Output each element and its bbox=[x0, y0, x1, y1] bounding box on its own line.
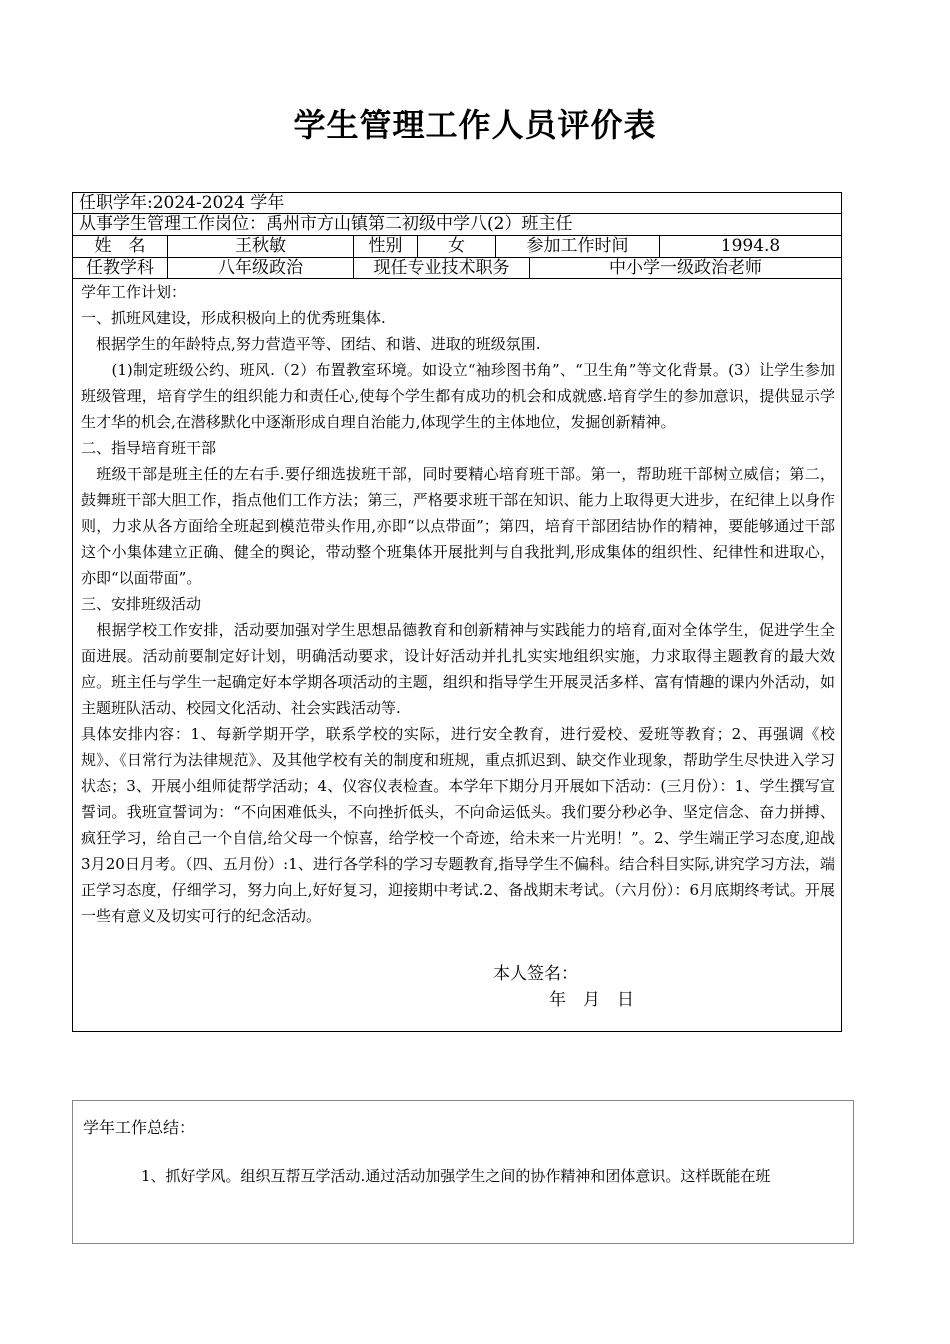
work-time-value: 1994.8 bbox=[659, 236, 841, 257]
year-line: 任职学年:2024-2024 学年 bbox=[79, 193, 285, 213]
signature-block bbox=[493, 961, 634, 1013]
plan-paragraph: 具体安排内容：1、每新学期开学，联系学校的实际，进行安全教育，进行爱校、爱班等教育；2、再强调《校规》、《日常行为法律规范》、及其他学校有关的制度和班规，重点抓迟到、缺交作业现象，帮助学生尽快进入学习状态；3、开展小组师徒帮学活动；4、仪容仪表检查。本学年下期分月开展如下活动：(三月份）：1、学生撰写宣誓词。我班宣誓词为：“不向困难低头，不向挫折低头，不向命运低头。我们要分秒必争、坚定信念、奋力拼搏、疯狂学习，给自己一个自信,给父母一个惊喜，给学校一个奇迹，给未来一片光明！”。2、学生端正学习态度,迎战3月20日月考。（四、五月份）:1、进行各学科的学习专题教育,指导学生不偏科。结合科目实际,讲究学习方法，端正学习态度，仔细学习，努力向上,好好复习，迎接期中考试.2、备战期末考试。（六月份）：6月底期终考试。开展一些有意义及切实可行的纪念活动。 bbox=[81, 725, 835, 925]
signature-label: 本人签名： bbox=[493, 964, 578, 984]
post-line: 从事学生管理工作岗位：禹州市方山镇第二初级中学八(2）班主任 bbox=[79, 214, 573, 234]
plan-paragraph: 根据学校工作安排，活动要加强对学生思想品德教育和创新精神与实践能力的培育,面对全体学生，促进学生全面进展。活动前要制定好计划，明确活动要求，设计好活动并扎扎实实地组织实施，力求取得主题教育的最大效应。班主任与学生一起确定好本学期各项活动的主题，组织和指导学生开展灵活多样、富有情趣的课内外活动，如主题班队活动、校园文化活动、社会实践活动等. bbox=[81, 621, 835, 717]
plan-paragraph: 班级干部是班主任的左右手.要仔细选拔班干部，同时要精心培育班干部。第一，帮助班干部树立威信；第二，鼓舞班干部大胆工作，指点他们工作方法；第三，严格要求班干部在知识、能力上取得更大进步，在纪律上以身作则，力求从各方面给全班起到模范带头作用,亦即“以点带面”；第四，培育干部团结协作的精神，要能够通过干部这个小集体建立正确、健全的舆论，带动整个班集体开展批判与自我批判,形成集体的组织性、纪律性和进取心，亦即“以面带面”。 bbox=[81, 465, 835, 587]
subject-value: 八年级政治 bbox=[167, 258, 353, 278]
subject-label: 任教学科 bbox=[86, 258, 154, 278]
title-value: 中小学一级政治老师 bbox=[529, 258, 841, 278]
page-title: 学生管理工作人员评价表 bbox=[293, 106, 657, 144]
plan-heading: 学年工作计划： bbox=[81, 283, 187, 301]
title-label: 现任专业技术职务 bbox=[353, 258, 529, 278]
plan-section-1-heading: 一、抓班风建设，形成积极向上的优秀班集体. bbox=[81, 309, 386, 327]
summary-label: 学年工作总结： bbox=[83, 1118, 196, 1137]
date-label: 年 月 日 bbox=[549, 990, 634, 1010]
plan-paragraph: (1)制定班级公约、班风.（2）布置教室环境。如设立“袖珍图书角”、“卫生角”等文化背景。(3）让学生参加班级管理，培育学生的组织能力和责任心,使每个学生都有成功的机会和成就感.培育学生的参加意识，提供显示学生才华的机会,在潜移默化中逐渐形成自理自治能力,体现学生的主体地位，发掘创新精神。 bbox=[81, 361, 835, 431]
summary-box bbox=[72, 1100, 854, 1244]
name-label: 姓 名 bbox=[94, 236, 146, 256]
name-value: 王秋敏 bbox=[167, 236, 353, 257]
year-row bbox=[73, 193, 841, 214]
plan-section-2-heading: 二、指导培育班干部 bbox=[81, 439, 217, 457]
summary-text: 1、抓好学风。组织互帮互学活动.通过活动加强学生之间的协作精神和团体意识。这样既能在班 bbox=[141, 1167, 771, 1185]
work-time-label: 参加工作时间 bbox=[495, 236, 659, 257]
gender-label: 性别 bbox=[353, 236, 417, 257]
evaluation-table bbox=[72, 192, 842, 1032]
subject-row bbox=[73, 258, 841, 279]
post-row bbox=[73, 214, 841, 236]
gender-value: 女 bbox=[417, 236, 495, 257]
plan-paragraph: 根据学生的年龄特点,努力营造平等、团结、和谐、进取的班级氛围. bbox=[81, 335, 541, 353]
name-row bbox=[73, 236, 841, 258]
work-plan bbox=[81, 279, 835, 929]
plan-section-3-heading: 三、安排班级活动 bbox=[81, 595, 202, 613]
